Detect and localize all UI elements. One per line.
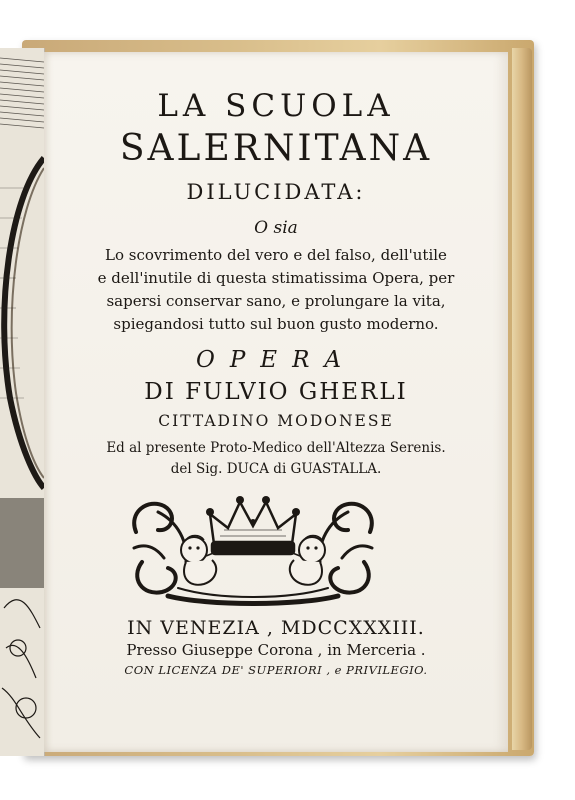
title-line-1: LA SCUOLA <box>157 88 395 124</box>
imprint-license: CON LICENZA DE' SUPERIORI , e PRIVILEGIO. <box>124 663 428 677</box>
author-position-line: del Sig. DUCA di GUASTALLA. <box>170 461 382 477</box>
title-line-2: SALERNITANA <box>119 128 433 169</box>
author-position-line: Ed al presente Proto-Medico dell'Altezza Serenis. <box>106 440 446 456</box>
crown-ornament-icon <box>128 492 378 608</box>
title-line-3: DILUCIDATA: <box>186 180 366 204</box>
imprint-place-date: IN VENEZIA , MDCCXXXIII. <box>127 617 425 639</box>
description-line: Lo scovrimento del vero e del falso, dell'utile <box>105 246 447 264</box>
description-line: sapersi conservar sano, e prolungare la vita, <box>106 292 446 310</box>
opera-label: OPERA <box>195 347 357 373</box>
description-line: e dell'inutile di questa stimatissima Opera, per <box>97 269 455 287</box>
frontispiece-page <box>0 48 45 756</box>
frontispiece-engraving-icon <box>0 48 44 756</box>
page-fore-edge <box>512 48 532 750</box>
imprint-printer: Presso Giuseppe Corona , in Merceria . <box>126 641 426 659</box>
description-line: spiegandosi tutto sul buon gusto moderno. <box>113 315 439 333</box>
subtitle-o-sia: O sia <box>254 218 298 238</box>
author-name: DI FULVIO GHERLI <box>144 379 408 405</box>
author-city: CITTADINO MODONESE <box>158 412 394 430</box>
